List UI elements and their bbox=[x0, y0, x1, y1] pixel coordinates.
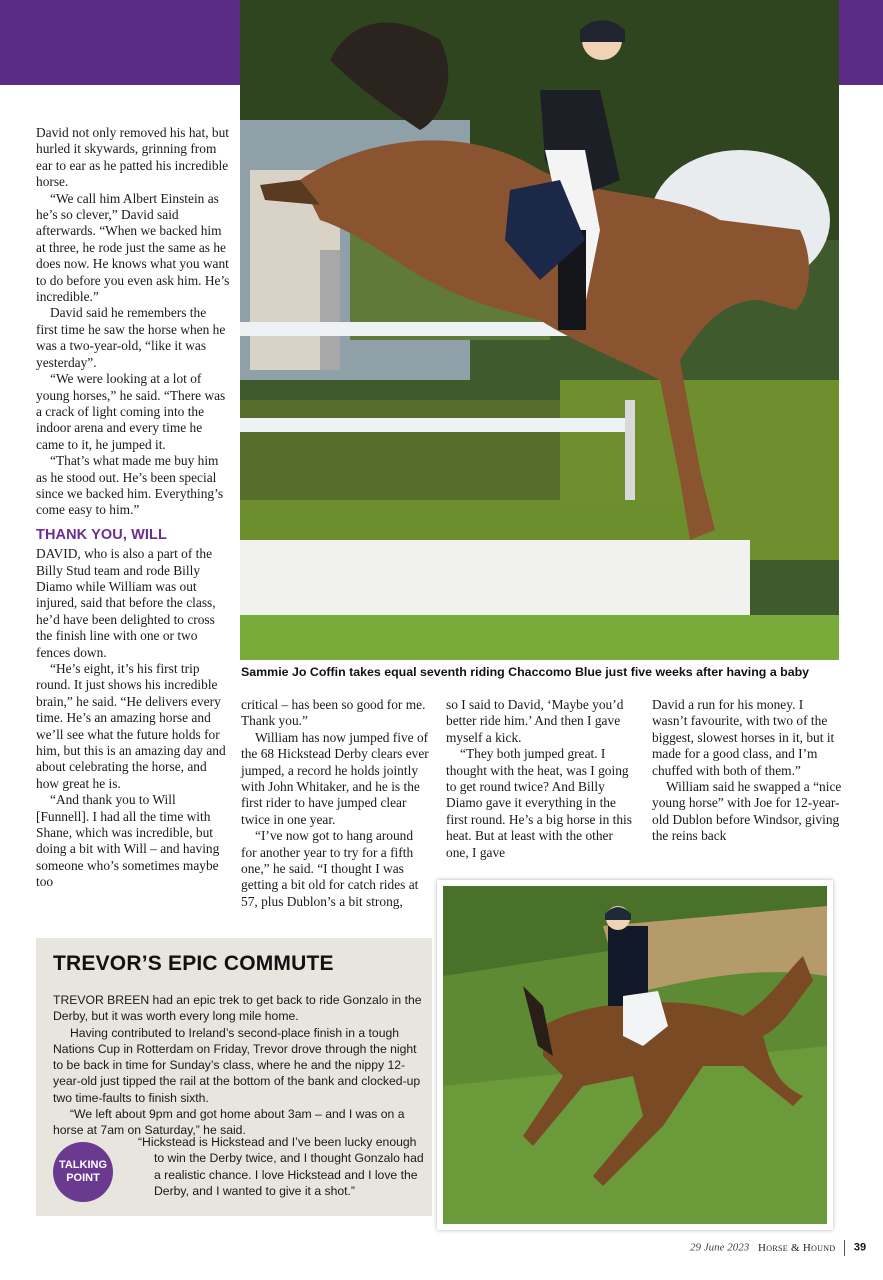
issue-date: 29 June 2023 bbox=[690, 1241, 750, 1254]
badge-line: TALKING bbox=[58, 1159, 108, 1171]
secondary-photo-horse-bank bbox=[437, 880, 833, 1230]
footer-divider bbox=[844, 1240, 845, 1256]
article-paragraph: William has now jumped five of the 68 Hickstead Derby clears ever jumped, a record he holds jointly with John Whitaker, and he is the first rider to have jumped clear twice in one year. bbox=[241, 729, 429, 827]
article-paragraph: David a run for his money. I wasn’t favourite, with two of the biggest, slowest horses in it, but it made for a good class, and I’m chuffed with both of them.” bbox=[652, 697, 835, 778]
article-paragraph: “They both jumped great. I thought with the heat, was I going to get round twice? And Billy Diamo gave it everything in the first round. He’s a big horse in this heat. But at least with the other one, I gave bbox=[446, 746, 632, 860]
article-column-3 bbox=[446, 697, 636, 861]
article-paragraph: “That’s what made me buy him as he stood out. He’s been special since we backed him. Everything’s come easy to him.” bbox=[36, 453, 224, 518]
sidebar-title: TREVOR’S EPIC COMMUTE bbox=[53, 952, 334, 975]
photo-caption: Sammie Jo Coffin takes equal seventh riding Chaccomo Blue just five weeks after having a baby bbox=[241, 665, 810, 679]
page-number: 39 bbox=[853, 1241, 867, 1254]
article-paragraph: David said he remembers the first time he saw the horse when he was a two-year-old, “like it was yesterday”. bbox=[36, 305, 226, 370]
magazine-brand: Horse & Hound bbox=[758, 1241, 836, 1254]
article-paragraph: “We were looking at a lot of young horses,” he said. “There was a crack of light coming into the indoor arena and every time he came to it, he jumped it. bbox=[36, 371, 226, 452]
quote-text: “Hickstead is Hickstead and I’ve been lucky enough to win the Derby twice, and I thought Gonzalo had a realistic chance. I love Hickstead and I love the Derby, and I wanted to give it a shot.” bbox=[138, 1135, 424, 1198]
main-photo-horse-jumping bbox=[240, 0, 839, 660]
article-paragraph: “We call him Albert Einstein as he’s so clever,” David said afterwards. “When we backed him at three, he rode just the same as he does now. He knows what you want to do before you even ask him. He’s incredible.” bbox=[36, 190, 230, 305]
header-band-left bbox=[0, 0, 240, 85]
talking-point-badge bbox=[53, 1142, 113, 1202]
sidebar-paragraph: TREVOR BREEN had an epic trek to get back to ride Gonzalo in the Derby, but it was worth every long mile home. bbox=[53, 993, 422, 1024]
badge-line: POINT bbox=[66, 1172, 100, 1184]
article-paragraph: “And thank you to Will [Funnell]. I had all the time with Shane, which was incredible, but doing a bit with Will – and having someone who’s sometimes maybe too bbox=[36, 792, 220, 890]
article-paragraph: so I said to David, ‘Maybe you’d better ride him.’ And then I gave myself a kick. bbox=[446, 697, 624, 745]
page-footer bbox=[690, 1240, 866, 1256]
section-heading: THANK YOU, WILL bbox=[36, 526, 167, 543]
header-band-right bbox=[838, 0, 883, 85]
sidebar-paragraph: Having contributed to Ireland’s second-place finish in a tough Nations Cup in Rotterdam on Friday, Trevor drove through the night to be back in time for Sunday’s class, where he and the nippy 12-year-old just tipped the rail at the bottom of the bank and clocked-up two time-faults to finish sixth. bbox=[53, 1025, 421, 1105]
sidebar-paragraph: “We left about 9pm and got home about 3am – and I was on a horse at 7am on Saturday,” he said. bbox=[53, 1107, 405, 1138]
article-paragraph: “I’ve now got to hang around for another year to try for a fifth one,” he said. “I thought I was getting a bit old for catch rides at 57, plus Dublon’s a bit strong, bbox=[241, 828, 419, 909]
article-paragraph: David not only removed his hat, but hurled it skywards, grinning from ear to ear as he patted his incredible horse. bbox=[36, 125, 230, 190]
sidebar-text bbox=[53, 992, 428, 1139]
article-paragraph: William said he swapped a “nice young horse” with Joe for 12-year-old Dublon before Windsor, giving the reins back bbox=[652, 779, 842, 844]
article-paragraph: DAVID, who is also a part of the Billy Stud team and rode Billy Diamo while William was out injured, said that before the class, he’d have been delighted to cross the finish line with one or two fences down. bbox=[36, 546, 216, 660]
article-column-2 bbox=[241, 697, 431, 910]
talking-point-quote bbox=[138, 1134, 428, 1199]
sidebar-box bbox=[36, 938, 432, 1216]
article-column-1 bbox=[36, 125, 230, 891]
article-column-4 bbox=[652, 697, 842, 845]
article-paragraph: “He’s eight, it’s his first trip round. It just shows his incredible brain,” he said. “He delivers every time. He’s an amazing horse and we’ll see what the future holds for him, but this is an amazing day and about celebrating the horse, and how great he is. bbox=[36, 661, 226, 791]
article-paragraph: critical – has been so good for me. Thank you.” bbox=[241, 697, 426, 729]
